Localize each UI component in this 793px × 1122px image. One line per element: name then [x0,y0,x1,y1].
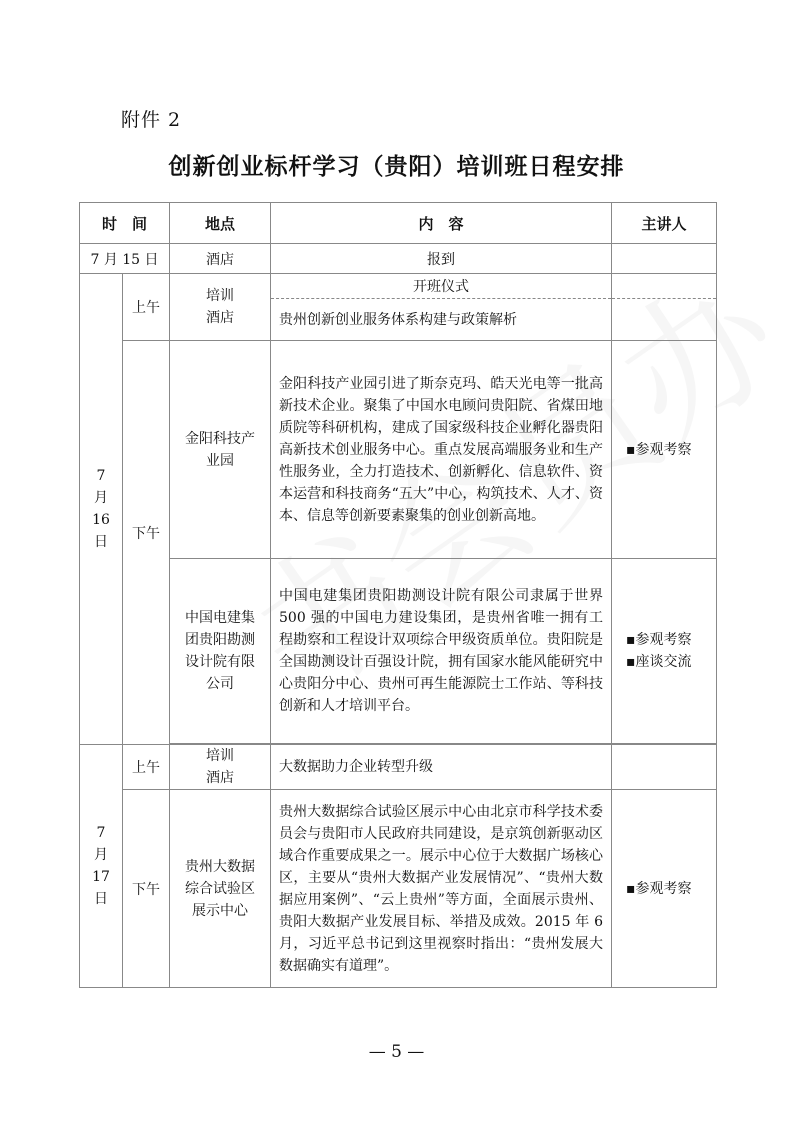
speaker-item: ▪参观考察 [626,880,692,897]
speaker-item: ▪参观考察 [626,441,692,458]
day3-am-content: 大数据助力企业转型升级 [271,745,612,790]
table-row [80,244,717,274]
day2-visit1-speaker [612,341,717,559]
day3-am-speaker [612,745,717,790]
header-content: 内 容 [271,203,612,244]
day3-date: 7 月 17 日 [80,745,123,988]
day2-am-speaker-2 [612,299,717,341]
header-time: 时 间 [80,203,170,244]
day1-speaker [612,244,717,274]
day2-visit1-location: 金阳科技产 业园 [170,341,271,559]
table-header-row [80,203,717,244]
header-location: 地点 [170,203,271,244]
day3-pm-period: 下午 [123,790,170,988]
day2-am-location: 培训 酒店 [170,274,271,341]
day2-am-lecture: 贵州创新创业服务体系构建与政策解析 [271,299,612,341]
day2-date: 7 月 16 日 [80,274,123,745]
day2-visit1-content: 金阳科技产业园引进了斯奈克玛、皓天光电等一批高新技术企业。聚集了中国水电顾问贵阳院、省煤田地质院等科研机构，建成了国家级科技企业孵化器贵阳高新技术创业服务中心。重点发展高端服务业和生产性服务业，全力打造技术、创新孵化、信息软件、资本运营和科技商务“五大”中心，构筑技术、人才、资本、信息等创新要素聚集的创业创新高地。 [271,341,612,559]
day3-am-location: 培训 酒店 [170,745,271,790]
speaker-item: ▪参观考察 [626,632,692,648]
day1-location: 酒店 [170,244,271,274]
schedule-table [79,202,717,988]
day3-pm-speaker [612,790,717,988]
day2-am-speaker-1 [612,274,717,299]
table-row [80,790,717,988]
day3-pm-location: 贵州大数据 综合试验区 展示中心 [170,790,271,988]
attachment-label: 附件 2 [121,109,182,131]
day2-visit2-speaker [612,559,717,744]
day2-pm-period [123,341,170,745]
page-number: — 5 — [368,1042,425,1062]
day2-pm-period-label: 下午 [132,525,160,542]
day2-visit2-location: 中国电建集 团贵阳勘测 设计院有限 公司 [170,559,271,744]
day1-content: 报到 [271,244,612,274]
speaker-item: ▪座谈交流 [626,654,692,670]
day2-am-period: 上午 [123,274,170,341]
page-title: 创新创业标杆学习（贵阳）培训班日程安排 [168,153,625,180]
table-row [80,341,717,559]
day2-visit2-content: 中国电建集团贵阳勘测设计院有限公司隶属于世界 500 强的中国电力建设集团，是贵州省唯一拥有工程勘察和工程设计双项综合甲级资质单位。贵阳院是全国勘测设计百强设计院，拥有国家水能风能研究中心贵阳分中心、贵州可再生能源院士工作站、等科技创新和人才培训平台。 [271,559,612,744]
day3-am-period: 上午 [123,745,170,790]
table-row [80,745,717,790]
header-speaker: 主讲人 [612,203,717,244]
day3-pm-content: 贵州大数据综合试验区展示中心由北京市科学技术委员会与贵阳市人民政府共同建设，是京筑创新驱动区域合作重要成果之一。展示中心位于大数据广场核心区，主要从“贵州大数据产业发展情况”、“贵州大数据应用案例”、“云上贵州”等方面，全面展示贵州、贵阳大数据产业发展目标、举措及成效。2015 年 6 月，习近平总书记到这里视察时指出：“贵州发展大数据确实有道理”。 [271,790,612,988]
table-row [80,559,717,744]
day2-am-ceremony: 开班仪式 [271,274,612,299]
table-row [80,274,717,299]
day1-date: 7 月 15 日 [80,244,170,274]
